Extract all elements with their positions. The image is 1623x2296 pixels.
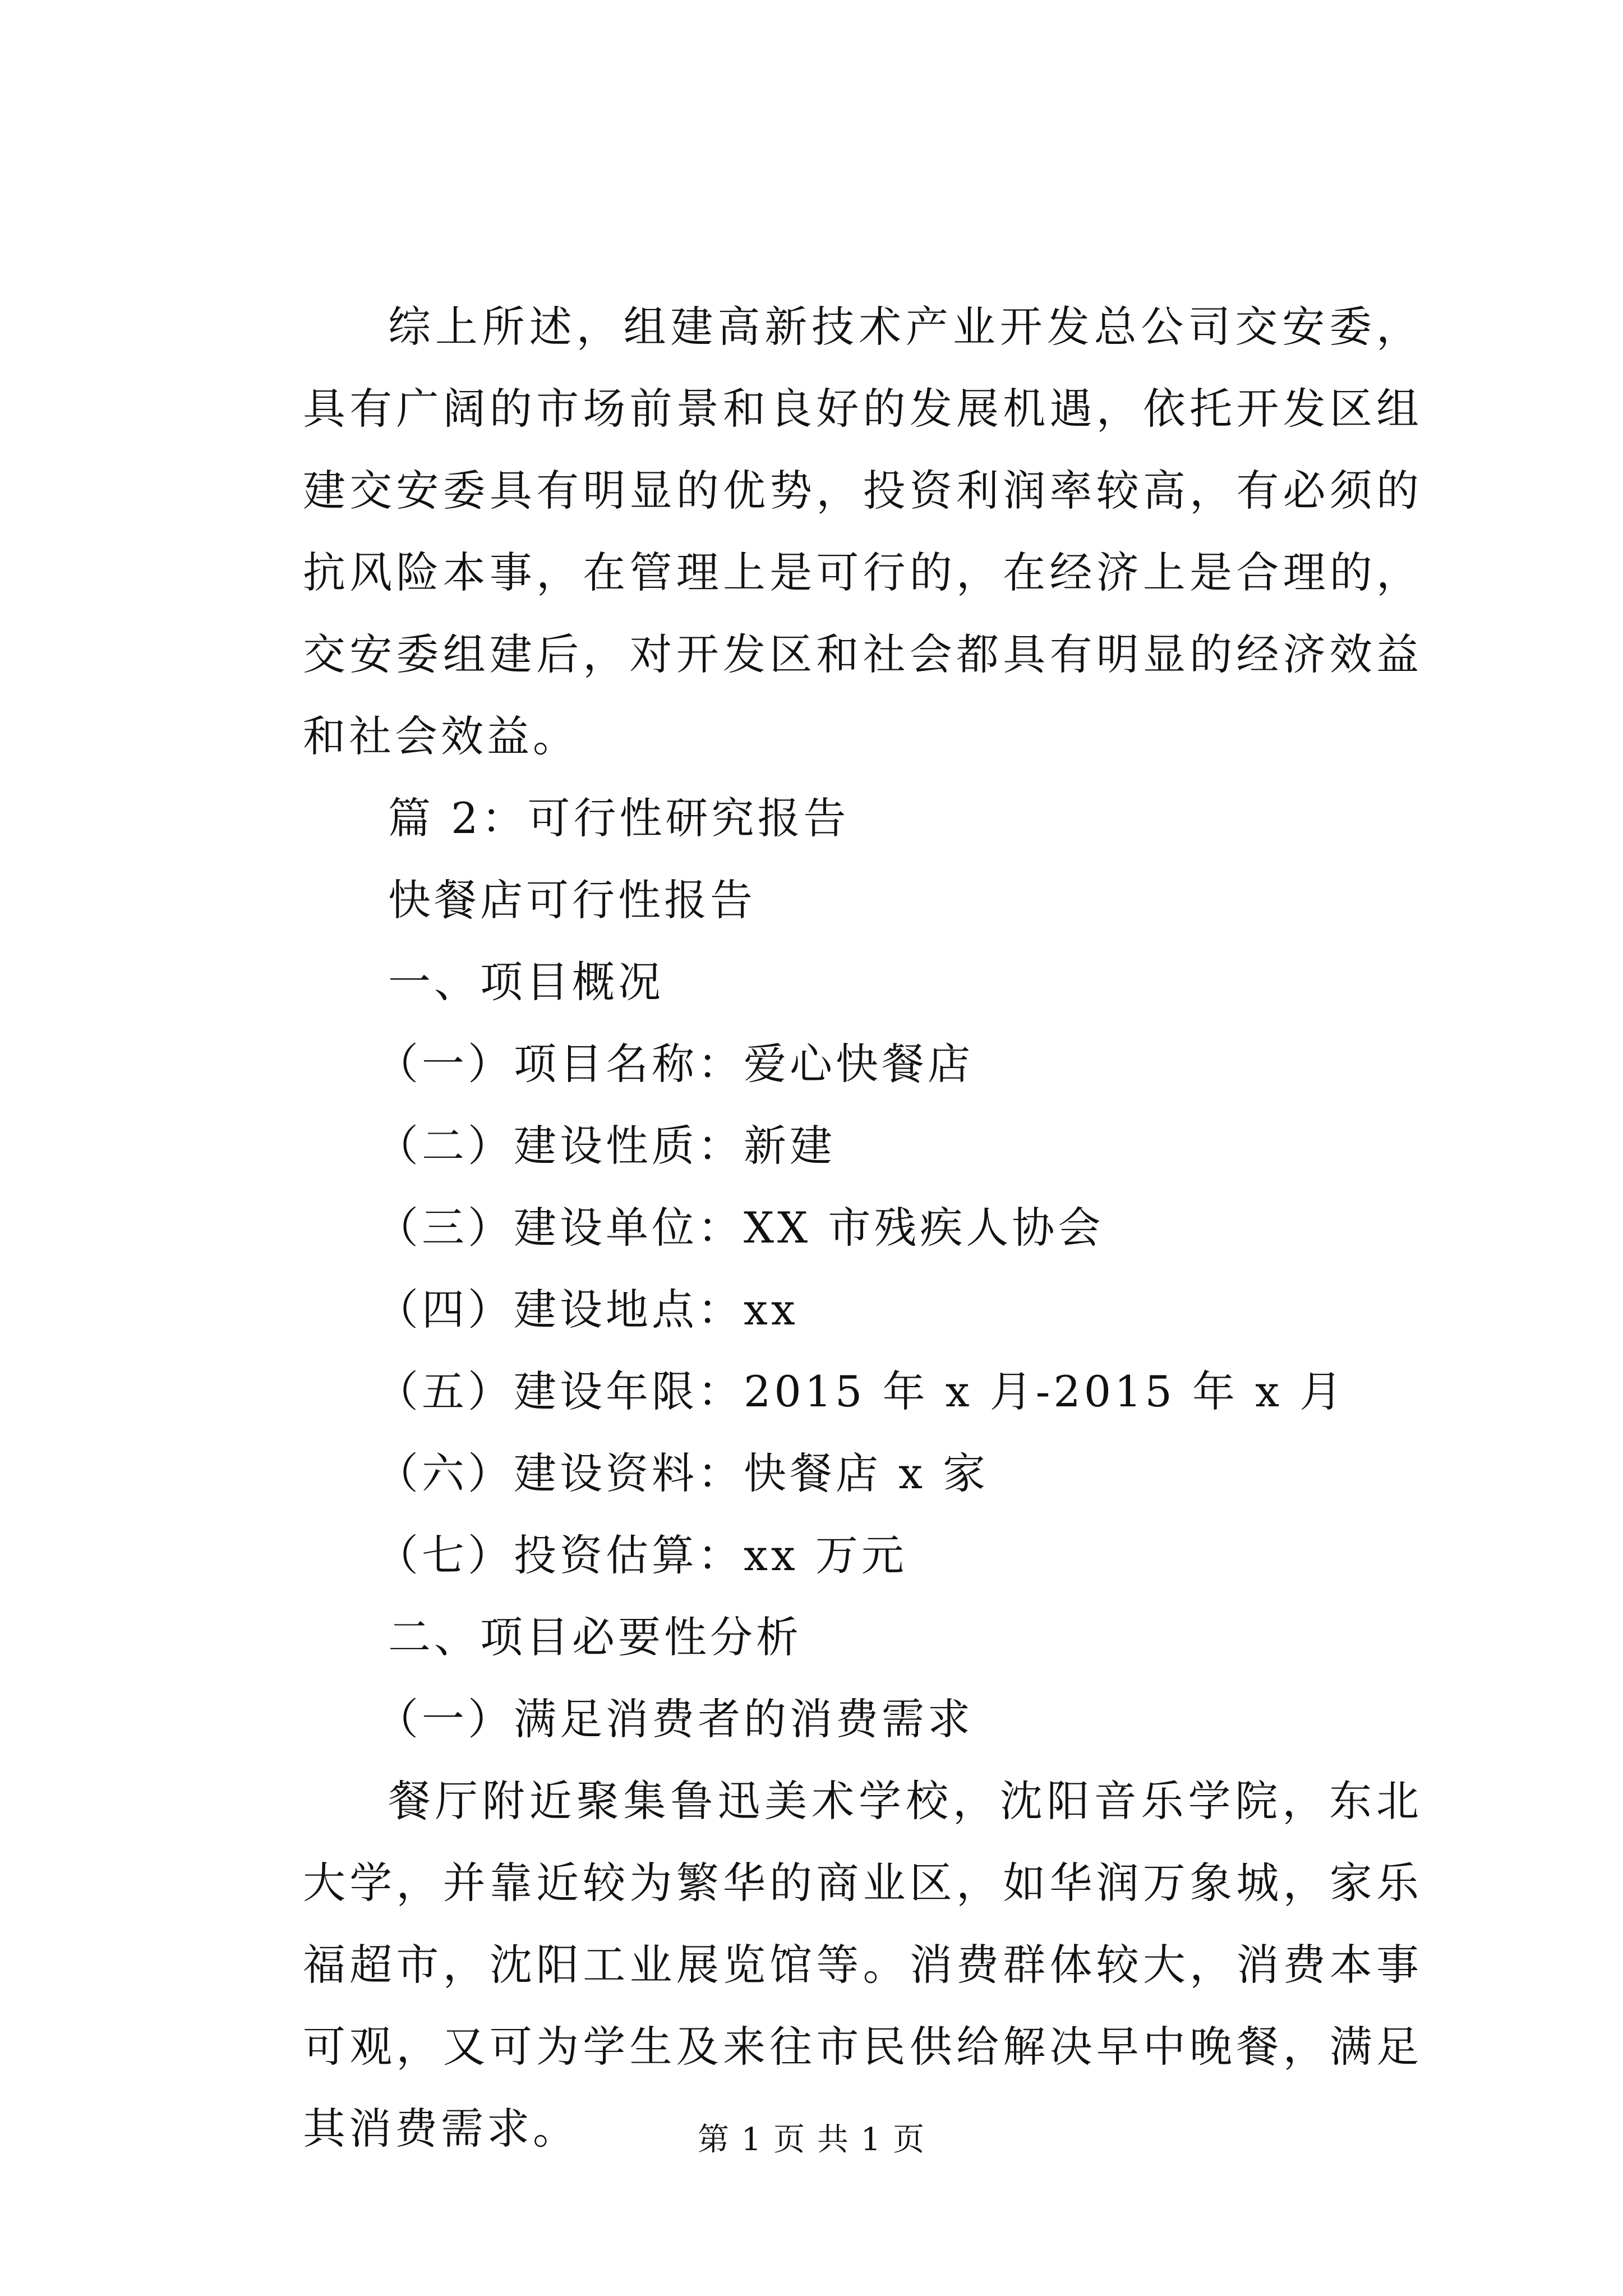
section-heading-necessity: 二、项目必要性分析 — [388, 1612, 802, 1662]
conclusion-paragraph: 综上所述，组建高新技术产业开发总公司交安委，具有广阔的市场前景和良好的发展机遇，依托开发区组建交安委具有明显的优势，投资利润率较高，有必须的抗风险本事，在管理上是可行的，在经济上是合理的，交安委组建后，对开发区和社会都具有明显的经济效益和社会效益。 — [303, 302, 1422, 761]
overview-item-investment: （七）投资估算：xx 万元 — [376, 1530, 907, 1580]
overview-item-nature: （二）建设性质：新建 — [376, 1121, 836, 1171]
page-footer: 第 1 页 共 1 页 — [697, 2122, 926, 2158]
chapter-heading: 篇 2：可行性研究报告 — [388, 793, 850, 843]
overview-item-location: （四）建设地点：xx — [376, 1285, 799, 1335]
necessity-subheading: （一）满足消费者的消费需求 — [376, 1694, 974, 1744]
overview-item-content: （六）建设资料：快餐店 x 家 — [376, 1448, 989, 1498]
report-title: 快餐店可行性报告 — [388, 875, 756, 925]
overview-item-period: （五）建设年限：2015 年 x 月-2015 年 x 月 — [376, 1366, 1346, 1416]
section-heading-overview: 一、项目概况 — [388, 957, 664, 1007]
overview-item-unit: （三）建设单位：XX 市残疾人协会 — [376, 1203, 1104, 1253]
demand-paragraph: 餐厅附近聚集鲁迅美术学校，沈阳音乐学院，东北大学，并靠近较为繁华的商业区，如华润万象城，家乐福超市，沈阳工业展览馆等。消费群体较大，消费本事可观，又可为学生及来往市民供给解决早中晚餐，满足其消费需求。 — [303, 1776, 1422, 2154]
overview-item-name: （一）项目名称：爱心快餐店 — [376, 1039, 974, 1089]
document-body — [303, 286, 1422, 2170]
